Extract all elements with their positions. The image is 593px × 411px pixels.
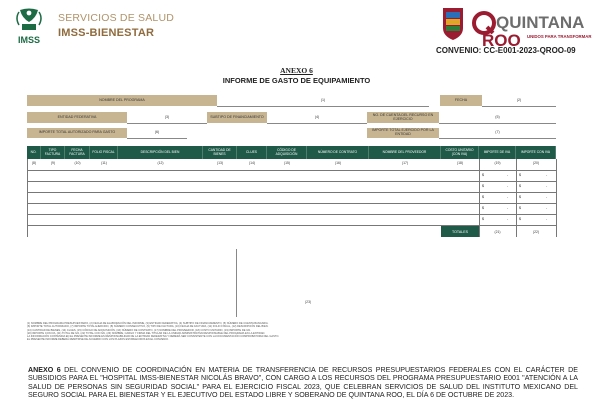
label-date: FECHA xyxy=(440,95,482,106)
value-state: (3) xyxy=(127,112,207,124)
label-state: ENTIDAD FEDERATIVA xyxy=(27,112,127,123)
imss-logo xyxy=(6,6,52,46)
state-seal-icon xyxy=(440,6,466,42)
totals-iva: (21) xyxy=(494,230,501,234)
value-program-name: (1) xyxy=(217,95,429,107)
annex-title: ANEXO 6 xyxy=(280,66,313,75)
col-header-iva: IMPORTE DE IVA xyxy=(479,146,516,159)
cell-supplier: (17) xyxy=(401,161,409,165)
col-header-no: NO. xyxy=(27,146,41,159)
col-divider xyxy=(479,159,480,237)
footnote-line: EL PRESENTE INFORME DEBERÁ REMITIRSE DE ACUERDO CON LOS PLAZOS ESTABLECIDOS EN EL CONVENIO. xyxy=(27,338,169,342)
total-currency: $ xyxy=(519,184,521,188)
cell-description: (12) xyxy=(157,161,164,165)
row-divider xyxy=(27,181,556,182)
value-account-number: (5) xyxy=(439,112,556,124)
col-header-description: DESCRIPCIÓN DEL BIEN xyxy=(118,146,203,159)
total-currency: $ xyxy=(519,206,521,210)
cell-acquisition-code: (15) xyxy=(283,161,291,165)
col-header-clues: CLUES xyxy=(237,146,267,159)
footnotes xyxy=(27,322,427,342)
col-divider xyxy=(27,159,28,237)
label-spent-amount: IMPORTE TOTAL EJERCIDO POR LA ENTIDAD xyxy=(367,128,439,138)
total-currency: $ xyxy=(519,195,521,199)
row-divider xyxy=(27,170,556,171)
value-financing-subtype: (4) xyxy=(267,112,367,124)
cell-clues: (14) xyxy=(248,161,256,165)
value-authorized-amount: (6) xyxy=(127,128,187,139)
col-header-quantity: CANTIDAD DE BIENES xyxy=(203,146,237,159)
footnote-line: (6) IMPORTE TOTAL AUTORIZADO, (7) IMPORTE TOTAL EJERCIDO, (8) NÚMERO CONSECUTIVO, (9) TIPO DE FACTURA, (10) FECHA DE FACTURA, (11) FOLIO FISCAL, (12) DESCRIPCIÓN DEL BIEN. xyxy=(27,325,269,329)
cell-unit-cost: (18) xyxy=(456,161,464,165)
col-header-acquisition-code: CÓDIGO DE ADQUISICIÓN xyxy=(267,146,307,159)
footnote-line: (13) CANTIDAD DE BIENES, (14) CLUES, (15) CÓDIGO DE ADQUISICIÓN, (16) NÚMERO DE CONTRATO, (17) NOMBRE DEL PROVEEDOR, (18) COSTO UNITARIO, (19) IMPORTE DE IVA. xyxy=(27,328,251,332)
row-divider xyxy=(27,214,556,215)
row-divider xyxy=(27,203,556,204)
col-header-fiscal-folio: FOLIO FISCAL xyxy=(90,146,118,159)
cell-no: (8) xyxy=(31,161,37,165)
iva-amount: - xyxy=(507,184,509,188)
col-divider xyxy=(556,159,557,237)
col-header-invoice-date: FECHA FACTURA xyxy=(65,146,90,159)
total-amount: - xyxy=(546,195,548,199)
cell-contract-number: (16) xyxy=(334,161,342,165)
col-header-supplier: NOMBRE DEL PROVEEDOR xyxy=(369,146,441,159)
cell-total-with-iva: (20) xyxy=(532,161,540,165)
iva-amount: - xyxy=(507,195,509,199)
signature-divider xyxy=(236,249,237,317)
col-header-unit-cost: COSTO UNITARIO (CON IVA) xyxy=(441,146,479,159)
quintana-roo-logo xyxy=(472,6,592,50)
cell-invoice-type: (9) xyxy=(50,161,56,165)
header-agency-title: SERVICIOS DE SALUD xyxy=(58,12,175,24)
totals-with-iva: (22) xyxy=(532,230,540,234)
col-header-invoice-type: TIPO FACTURA xyxy=(41,146,65,159)
row-divider xyxy=(27,192,556,193)
cell-iva: (19) xyxy=(494,161,501,165)
label-authorized-amount: IMPORTE TOTAL AUTORIZADO PARA GASTO xyxy=(27,128,127,138)
imss-wordmark: IMSS xyxy=(17,35,41,45)
header-agency-subtitle: IMSS-BIENESTAR xyxy=(58,27,155,39)
totals-label: TOTALES xyxy=(441,226,479,237)
iva-amount: - xyxy=(507,206,509,210)
value-spent-amount: (7) xyxy=(439,128,556,139)
col-header-total-with-iva: IMPORTE CON IVA xyxy=(516,146,556,159)
total-currency: $ xyxy=(519,173,521,177)
footer-lead: ANEXO 6 xyxy=(28,366,61,374)
label-account-number: NO. DE CUENTA DEL RECURSO EN EJERCICIO xyxy=(367,112,439,123)
col-header-contract-number: NÚMERO DE CONTRATO xyxy=(307,146,369,159)
cell-invoice-date: (10) xyxy=(74,161,81,165)
footnote-line: (20) IMPORTE CON IVA, (21) TOTAL DE IVA, (22) TOTAL CON IVA, (23) NOMBRE, CARGO Y FIRMA DEL TITULAR DE LA UNIDAD ADMINISTRATIVA RESPONSABLE DEL PROGRAMA EN LA ENTIDAD. xyxy=(27,331,266,335)
total-amount: - xyxy=(546,206,548,210)
iva-currency: $ xyxy=(482,217,484,221)
qroo-logo-top: QUINTANA xyxy=(496,13,585,32)
total-currency: $ xyxy=(519,217,521,221)
value-date: (2) xyxy=(482,95,556,107)
total-amount: - xyxy=(546,173,548,177)
col-divider xyxy=(516,159,517,237)
cell-quantity: (13) xyxy=(216,161,224,165)
footer-paragraph xyxy=(28,366,578,399)
iva-amount: - xyxy=(507,173,509,177)
footnote-line: (1) NOMBRE DEL PROGRAMA PRESUPUESTARIO, (2) FECHA DE ELABORACIÓN DEL INFORME, (3) ENTIDAD FEDERATIVA, (4) SUBTIPO DE FINANCIAMIENTO, (5) NÚMERO DE CUENTA BANCARIA. xyxy=(27,322,269,325)
footer-body: DEL CONVENIO DE COORDINACIÓN EN MATERIA DE TRANSFERENCIA DE RECURSOS PRESUPUESTARIOS FEDERALES CON EL CARÁCTER DE SUBSIDIOS PARA EL "HOSPITAL IMSS-BIENESTAR NICOLÁS BRAVO", CON CARGO A LOS RECURSOS DEL PROGRAMA PRESUPUESTARIO E001 "ATENCIÓN A LA SALUD DE PERSONAS SIN SEGURIDAD SOCIAL" PARA EL EJERCICIO FISCAL 2023, QUE CELEBRAN SERVICIOS DE SALUD DEL INSTITUTO MEXICANO DEL SEGURO SOCIAL PARA EL BIENESTAR Y EL EJECUTIVO DEL ESTADO LIBRE Y SOBERANO DE QUINTANA ROO, EL DÍA 6 DE OCTUBRE DE 2023. xyxy=(28,366,578,399)
report-title: INFORME DE GASTO DE EQUIPAMIENTO xyxy=(222,76,371,85)
qroo-logo-tagline: UNIDOS PARA TRANSFORMAR xyxy=(527,34,592,39)
qroo-logo-bottom: ROO xyxy=(482,31,521,50)
label-financing-subtype: SUBTIPO DE FINANCIAMIENTO xyxy=(207,112,267,123)
footnote-line: LA INFORMACIÓN CONTENIDA EN EL PRESENTE INFORME ES RESPONSABILIDAD DE LA ENTIDAD FEDERATIVA Y DEBERÁ SER CONSISTENTE CON LA DOCUMENTACIÓN COMPROBATORIA DEL GASTO. xyxy=(27,335,280,339)
iva-currency: $ xyxy=(482,173,484,177)
total-amount: - xyxy=(546,217,548,221)
total-amount: - xyxy=(546,184,548,188)
convenio-number: CONVENIO: CC-E001-2023-QROO-09 xyxy=(436,46,576,55)
cell-fiscal-folio: (11) xyxy=(101,161,107,165)
label-program-name: NOMBRE DEL PROGRAMA xyxy=(27,95,217,106)
iva-amount: - xyxy=(507,217,509,221)
iva-currency: $ xyxy=(482,206,484,210)
signature-marker: (23) xyxy=(305,300,312,304)
iva-currency: $ xyxy=(482,184,484,188)
iva-currency: $ xyxy=(482,195,484,199)
